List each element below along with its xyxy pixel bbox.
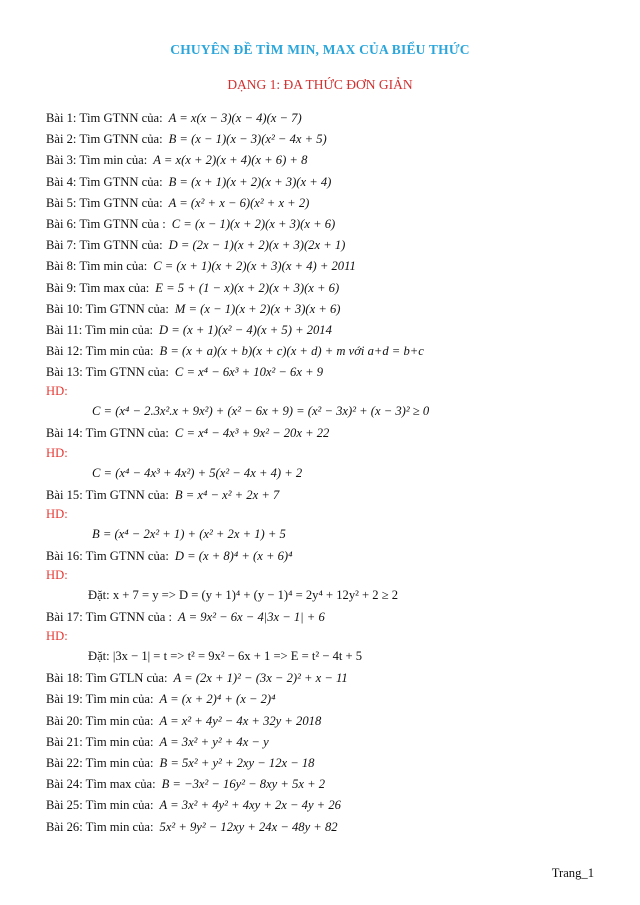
- problem-label: Bài 12: Tìm min của:: [46, 344, 154, 359]
- hint-label: HD:: [46, 629, 68, 644]
- problem-label: Bài 5: Tìm GTNN của:: [46, 195, 163, 210]
- problem-label: Bài 24: Tìm max của:: [46, 777, 156, 792]
- problem-expression: A = x² + 4y² − 4x + 32y + 2018: [159, 713, 322, 728]
- problem-18: [46, 668, 616, 689]
- problem-expression: C = x⁴ − 4x³ + 9x² − 20x + 22: [174, 426, 330, 441]
- problem-expression: A = 3x² + 4y² + 4xy + 2x − 4y + 26: [159, 798, 341, 813]
- problem-expression: B = (x − 1)(x − 3)(x² − 4x + 5): [168, 132, 327, 147]
- solution-expression: C = (x⁴ − 2.3x².x + 9x²) + (x² − 6x + 9) = (x² − 3x)² + (x − 3)² ≥ 0: [92, 404, 430, 419]
- problem-14: [46, 423, 616, 444]
- problem-label: Bài 21: Tìm min của:: [46, 734, 154, 749]
- problem-label: Bài 16: Tìm GTNN của:: [46, 548, 169, 563]
- problem-21: [46, 732, 616, 753]
- problem-20: [46, 711, 616, 732]
- problem-2: [46, 129, 616, 150]
- problem-label: Bài 9: Tìm max của:: [46, 280, 150, 295]
- problem-12: [46, 341, 616, 362]
- problem-expression: A = (2x + 1)² − (3x − 2)² + x − 11: [173, 671, 348, 686]
- document-title: CHUYÊN ĐỀ TÌM MIN, MAX CỦA BIỂU THỨC: [170, 42, 470, 57]
- problem-label: Bài 4: Tìm GTNN của:: [46, 174, 163, 189]
- problem-3: [46, 150, 616, 171]
- problem-expression: B = (x + 1)(x + 2)(x + 3)(x + 4): [168, 174, 332, 189]
- section-subtitle: DẠNG 1: ĐA THỨC ĐƠN GIẢN: [227, 77, 413, 92]
- solution-14: [46, 461, 616, 485]
- problem-10: [46, 299, 616, 320]
- problem-label: Bài 22: Tìm min của:: [46, 755, 154, 770]
- problem-expression: A = x(x − 3)(x − 4)(x − 7): [168, 111, 302, 125]
- problem-label: Bài 20: Tìm min của:: [46, 713, 154, 728]
- problem-list: [46, 108, 616, 838]
- hint-label: HD:: [46, 384, 68, 399]
- problem-expression: E = 5 + (1 − x)(x + 2)(x + 3)(x + 6): [155, 280, 340, 295]
- solution-15: [46, 522, 616, 546]
- problem-expression: D = (x + 1)(x² − 4)(x + 5) + 2014: [159, 322, 332, 337]
- hint-label: HD:: [46, 445, 68, 460]
- problem-label: Bài 15: Tìm GTNN của:: [46, 487, 169, 502]
- solution-expression: Đặt: |3x − 1| = t => t² = 9x² − 6x + 1 => E = t² − 4t + 5: [88, 649, 363, 664]
- solution-16: [46, 583, 616, 607]
- hint-label: HD:: [46, 568, 68, 582]
- problem-label: Bài 14: Tìm GTNN của:: [46, 426, 169, 441]
- problem-22: [46, 753, 616, 774]
- problem-expression: A = 3x² + y² + 4x − y: [159, 734, 269, 749]
- problem-expression: D = (x + 8)⁴ + (x + 6)⁴: [174, 548, 293, 563]
- problem-24: [46, 774, 616, 795]
- problem-1: [46, 108, 616, 129]
- problem-6: [46, 214, 616, 235]
- problem-expression: A = 9x² − 6x − 4|3x − 1| + 6: [178, 610, 325, 624]
- problem-expression: C = (x − 1)(x + 2)(x + 3)(x + 6): [171, 216, 336, 231]
- problem-17: [46, 607, 616, 628]
- problem-label: Bài 3: Tìm min của:: [46, 153, 148, 168]
- problem-15: [46, 485, 616, 506]
- hint-label: HD:: [46, 506, 68, 521]
- problem-label: Bài 18: Tìm GTLN của:: [46, 671, 168, 686]
- problem-expression: A = (x + 2)⁴ + (x − 2)⁴: [159, 692, 276, 707]
- problem-expression: B = 5x² + y² + 2xy − 12x − 18: [159, 755, 315, 770]
- problem-expression: B = −3x² − 16y² − 8xy + 5x + 2: [161, 777, 326, 792]
- solution-expression: C = (x⁴ − 4x³ + 4x²) + 5(x² − 4x + 4) + 2: [92, 465, 303, 480]
- problem-expression: B = x⁴ − x² + 2x + 7: [174, 487, 280, 502]
- problem-label: Bài 8: Tìm min của:: [46, 259, 148, 274]
- problem-5: [46, 193, 616, 214]
- problem-expression: 5x² + 9y² − 12xy + 24x − 48y + 82: [159, 819, 338, 834]
- problem-expression: A = (x² + x − 6)(x² + x + 2): [168, 195, 310, 210]
- solution-expression: B = (x⁴ − 2x² + 1) + (x² + 2x + 1) + 5: [92, 526, 286, 541]
- problem-label: Bài 11: Tìm min của:: [46, 322, 154, 337]
- solution-13: [46, 399, 616, 423]
- problem-label: Bài 6: Tìm GTNN của :: [46, 216, 166, 231]
- problem-expression: M = (x − 1)(x + 2)(x + 3)(x + 6): [174, 301, 341, 316]
- problem-label: Bài 2: Tìm GTNN của:: [46, 132, 163, 147]
- problem-expression: B = (x + a)(x + b)(x + c)(x + d) + m với a+d = b+c: [159, 344, 424, 359]
- problem-label: Bài 13: Tìm GTNN của:: [46, 365, 169, 380]
- problem-label: Bài 1: Tìm GTNN của:: [46, 111, 163, 125]
- problem-label: Bài 7: Tìm GTNN của:: [46, 238, 163, 253]
- problem-label: Bài 19: Tìm min của:: [46, 692, 154, 707]
- problem-label: Bài 10: Tìm GTNN của:: [46, 301, 169, 316]
- problem-label: Bài 17: Tìm GTNN của :: [46, 610, 173, 624]
- problem-25: [46, 795, 616, 816]
- problem-expression: C = (x + 1)(x + 2)(x + 3)(x + 4) + 2011: [153, 259, 356, 274]
- problem-4: [46, 172, 616, 193]
- problem-16: [46, 546, 616, 567]
- problem-7: [46, 235, 616, 256]
- page-number: Trang_1: [551, 866, 594, 880]
- problem-expression: C = x⁴ − 6x³ + 10x² − 6x + 9: [174, 365, 324, 380]
- problem-8: [46, 256, 616, 277]
- problem-expression: D = (2x − 1)(x + 2)(x + 3)(2x + 1): [168, 238, 346, 253]
- solution-expression: Đặt: x + 7 = y => D = (y + 1)⁴ + (y − 1)⁴ = 2y⁴ + 12y² + 2 ≥ 2: [88, 588, 399, 602]
- problem-26: [46, 817, 616, 838]
- problem-11: [46, 320, 616, 341]
- problem-19: [46, 689, 616, 710]
- problem-label: Bài 25: Tìm min của:: [46, 798, 154, 813]
- problem-expression: A = x(x + 2)(x + 4)(x + 6) + 8: [153, 153, 308, 168]
- problem-label: Bài 26: Tìm min của:: [46, 819, 154, 834]
- solution-17: [46, 644, 616, 668]
- problem-9: [46, 278, 616, 299]
- problem-13: [46, 362, 616, 383]
